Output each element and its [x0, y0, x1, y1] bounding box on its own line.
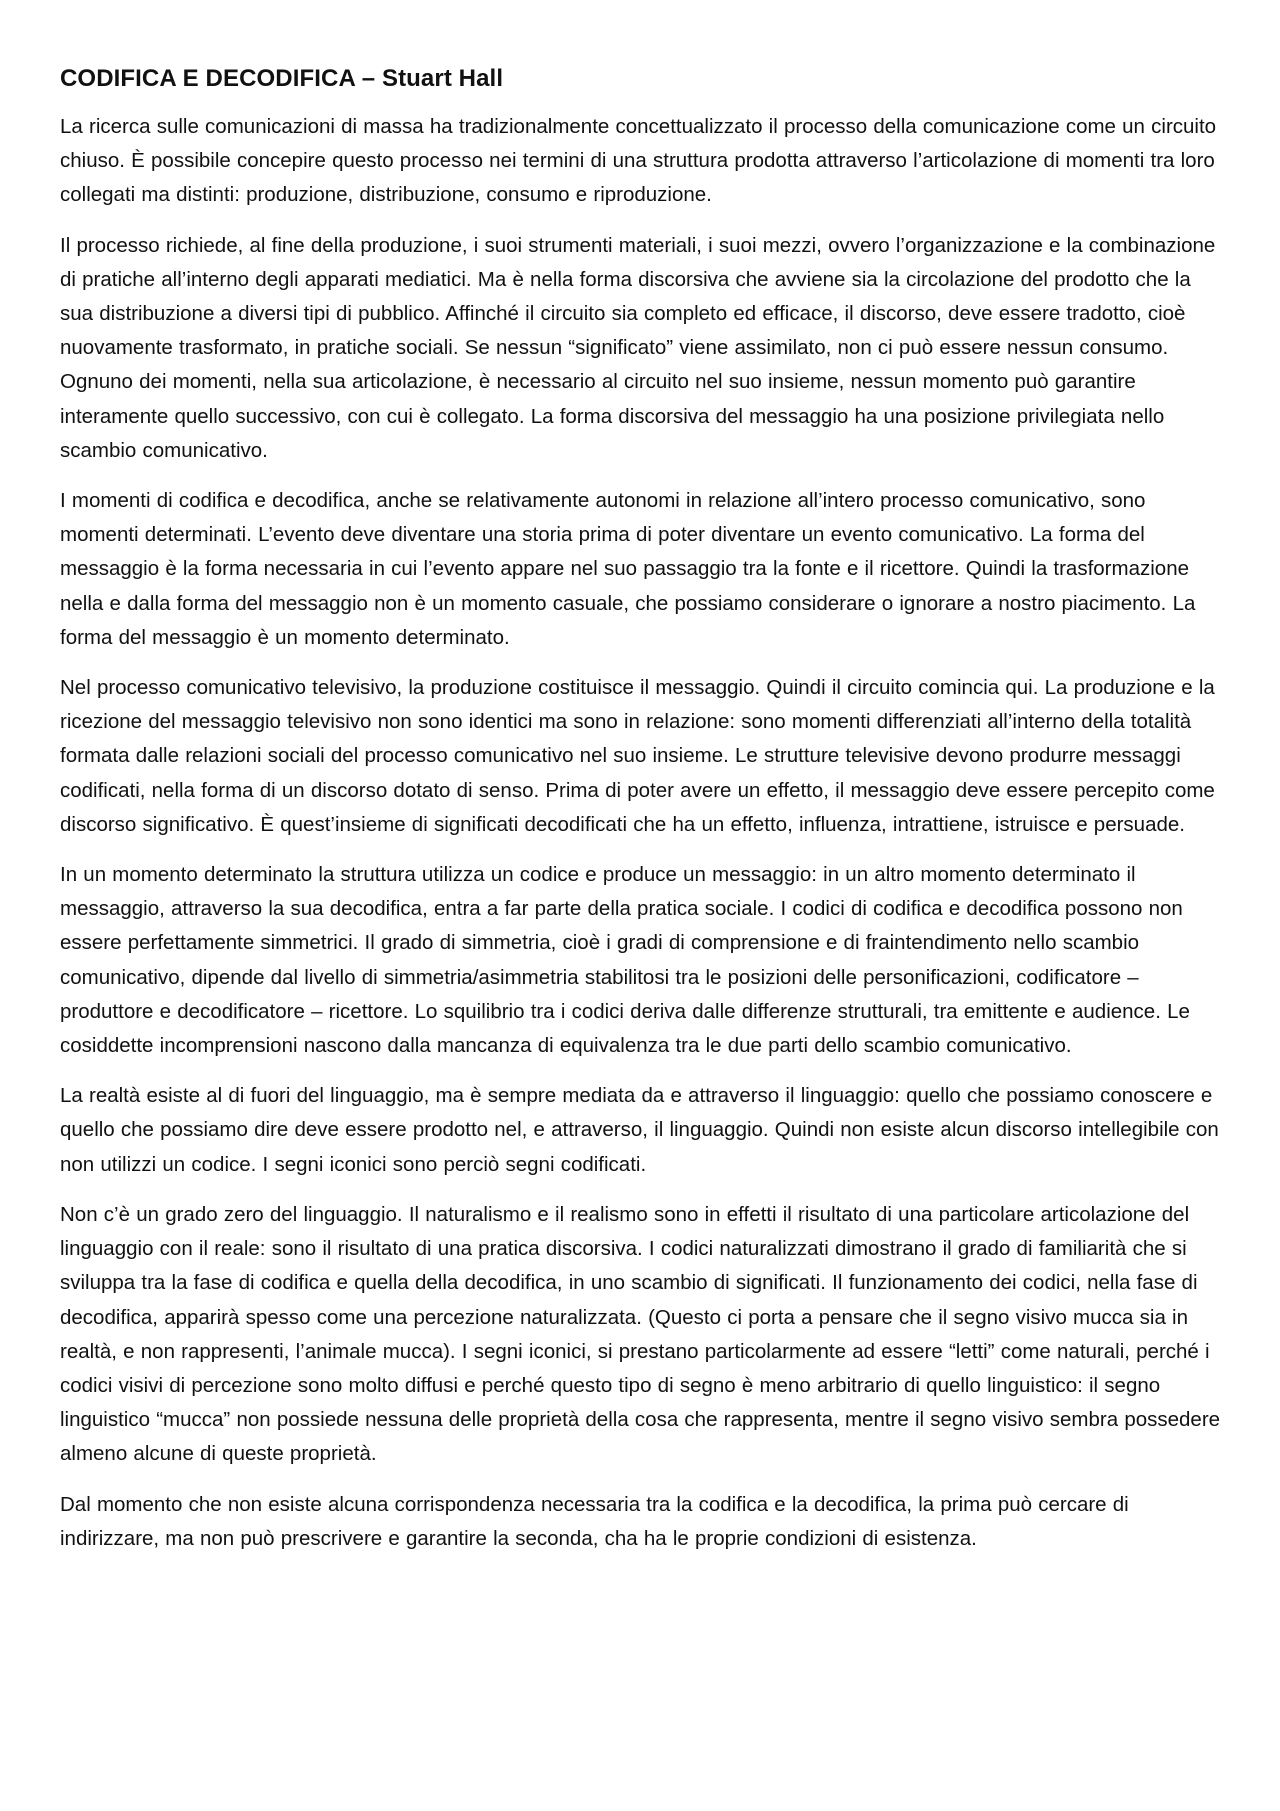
document-title: CODIFICA E DECODIFICA – Stuart Hall	[60, 65, 504, 92]
paragraph-8: Dal momento che non esiste alcuna corrispondenza necessaria tra la codifica e la decodifica, la prima può cercare di indirizzare, ma non può prescrivere e garantire la seconda, cha ha le proprie condizioni di esistenza.	[60, 1492, 1129, 1550]
paragraph-2: Il processo richiede, al fine della produzione, i suoi strumenti materiali, i suoi mezzi, ovvero l’organizzazione e la combinazione di pratiche all’interno degli apparati mediatici. Ma è nella forma discorsiva che avviene sia la circolazione del prodotto che la sua distribuzione a diversi tipi di pubblico. Affinché il circuito sia completo ed efficace, il discorso, deve essere tradotto, cioè nuovamente trasformato, in pratiche sociali. Se nessun “significato” viene assimilato, non ci può essere nessun consumo. Ognuno dei momenti, nella sua articolazione, è necessario al circuito nel suo insieme, nessun momento può garantire interamente quello successivo, con cui è collegato. La forma discorsiva del messaggio ha una posizione privilegiata nello scambio comunicativo.	[60, 233, 1216, 462]
paragraph-1: La ricerca sulle comunicazioni di massa ha tradizionalmente concettualizzato il processo della comunicazione come un circuito chiuso. È possibile concepire questo processo nei termini di una struttura prodotta attraverso l’articolazione di momenti tra loro collegati ma distinti: produzione, distribuzione, consumo e riproduzione.	[60, 115, 1217, 207]
paragraph-3: I momenti di codifica e decodifica, anche se relativamente autonomi in relazione all’intero processo comunicativo, sono momenti determinati. L’evento deve diventare una storia prima di poter diventare un evento comunicativo. La forma del messaggio è la forma necessaria in cui l’evento appare nel suo passaggio tra la fonte e il ricettore. Quindi la trasformazione nella e dalla forma del messaggio non è un momento casuale, che possiamo considerare o ignorare a nostro piacimento. La forma del messaggio è un momento determinato.	[60, 489, 1196, 649]
paragraph-6: La realtà esiste al di fuori del linguaggio, ma è sempre mediata da e attraverso il linguaggio: quello che possiamo conoscere e quello che possiamo dire deve essere prodotto nel, e attraverso, il linguaggio. Quindi non esiste alcun discorso intellegibile con non utilizzi un codice. I segni iconici sono perciò segni codificati.	[60, 1084, 1219, 1176]
paragraph-4: Nel processo comunicativo televisivo, la produzione costituisce il messaggio. Quindi il circuito comincia qui. La produzione e la ricezione del messaggio televisivo non sono identici ma sono in relazione: sono momenti differenziati all’interno della totalità formata dalle relazioni sociali del processo comunicativo nel suo insieme. Le strutture televisive devono produrre messaggi codificati, nella forma di un discorso dotato di senso. Prima di poter avere un effetto, il messaggio deve essere percepito come discorso significativo. È quest’insieme di significati decodificati che ha un effetto, influenza, intrattiene, istruisce e persuade.	[60, 676, 1215, 836]
document-page	[60, 62, 1228, 1572]
paragraph-7: Non c’è un grado zero del linguaggio. Il naturalismo e il realismo sono in effetti il risultato di una particolare articolazione del linguaggio con il reale: sono il risultato di una pratica discorsiva. I codici naturalizzati dimostrano il grado di familiarità che si sviluppa tra la fase di codifica e quella della decodifica, in uno scambio di significati. Il funzionamento dei codici, nella fase di decodifica, apparirà spesso come una percezione naturalizzata. (Questo ci porta a pensare che il segno visivo mucca sia in realtà, e non rappresenti, l’animale mucca). I segni iconici, si prestano particolarmente ad essere “letti” come naturali, perché i codici visivi di percezione sono molto diffusi e perché questo tipo di segno è meno arbitrario di quello linguistico: il segno linguistico “mucca” non possiede nessuna delle proprietà della cosa che rappresenta, mentre il segno visivo sembra possedere almeno alcune di queste proprietà.	[60, 1202, 1221, 1466]
paragraph-5: In un momento determinato la struttura utilizza un codice e produce un messaggio: in un altro momento determinato il messaggio, attraverso la sua decodifica, entra a far parte della pratica sociale. I codici di codifica e decodifica possono non essere perfettamente simmetrici. Il grado di simmetria, cioè i gradi di comprensione e di fraintendimento nello scambio comunicativo, dipende dal livello di simmetria/asimmetria stabilitosi tra le posizioni delle personificazioni, codificatore – produttore e decodificatore – ricettore. Lo squilibrio tra i codici deriva dalle differenze strutturali, tra emittente e audience. Le cosiddette incomprensioni nascono dalla mancanza di equivalenza tra le due parti dello scambio comunicativo.	[60, 863, 1190, 1058]
